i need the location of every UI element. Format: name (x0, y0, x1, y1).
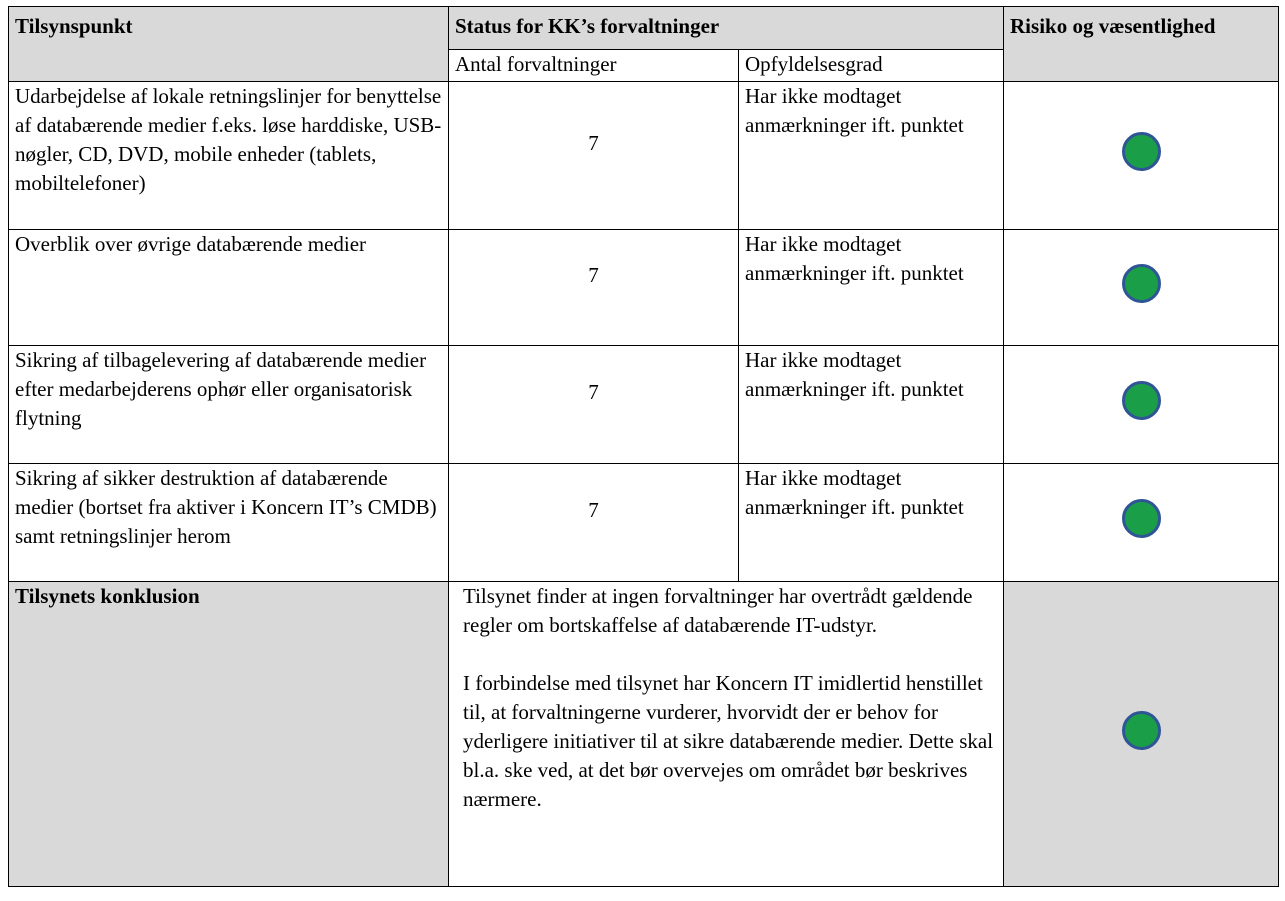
row-count: 7 (449, 82, 739, 230)
row-point: Overblik over øvrige databærende medier (9, 230, 449, 346)
header-tilsynspunkt: Tilsynspunkt (9, 7, 449, 82)
green-status-icon (1122, 711, 1161, 750)
table-row (9, 82, 1279, 230)
row-risk (1004, 230, 1279, 346)
conclusion-risk (1004, 582, 1279, 887)
green-status-icon (1122, 381, 1161, 420)
row-point: Sikring af sikker destruktion af databærende medier (bortset fra aktiver i Koncern IT’s CMDB) samt retningslinjer herom (9, 464, 449, 582)
table-row (9, 230, 1279, 346)
conclusion-paragraph: I forbindelse med tilsynet har Koncern IT imidlertid henstillet til, at forvaltningerne vurderer, hvorvidt der er behov for yderligere initiativer til at sikre databærende medier. Dette skal bl.a. ske ved, at det bør overvejes om området bør beskrives nærmere. (463, 671, 994, 811)
green-status-icon (1122, 132, 1161, 171)
row-point: Udarbejdelse af lokale retningslinjer for benyttelse af databærende medier f.eks. løse harddiske, USB-nøgler, CD, DVD, mobile enheder (tablets, mobiltelefoner) (9, 82, 449, 230)
subheader-fulfilment: Opfyldelsesgrad (739, 50, 1004, 82)
row-count: 7 (449, 464, 739, 582)
row-status: Har ikke modtaget anmærkninger ift. punktet (739, 464, 1004, 582)
table-row (9, 464, 1279, 582)
table-row (9, 346, 1279, 464)
conclusion-paragraph: Tilsynet finder at ingen forvaltninger har overtrådt gældende regler om bortskaffelse af databærende IT-udstyr. (463, 584, 973, 637)
row-risk (1004, 346, 1279, 464)
conclusion-text (449, 582, 1004, 887)
row-status: Har ikke modtaget anmærkninger ift. punktet (739, 230, 1004, 346)
header-status: Status for KK’s forvaltninger (449, 7, 1004, 50)
green-status-icon (1122, 499, 1161, 538)
header-risk: Risiko og væsentlighed (1004, 7, 1279, 82)
supervision-table (8, 6, 1279, 887)
row-count: 7 (449, 346, 739, 464)
conclusion-title: Tilsynets konklusion (9, 582, 449, 887)
row-risk (1004, 82, 1279, 230)
row-point: Sikring af tilbagelevering af databærende medier efter medarbejderens ophør eller organisatorisk flytning (9, 346, 449, 464)
row-status: Har ikke modtaget anmærkninger ift. punktet (739, 82, 1004, 230)
subheader-count: Antal forvaltninger (449, 50, 739, 82)
row-risk (1004, 464, 1279, 582)
green-status-icon (1122, 264, 1161, 303)
row-status: Har ikke modtaget anmærkninger ift. punktet (739, 346, 1004, 464)
conclusion-row (9, 582, 1279, 887)
row-count: 7 (449, 230, 739, 346)
